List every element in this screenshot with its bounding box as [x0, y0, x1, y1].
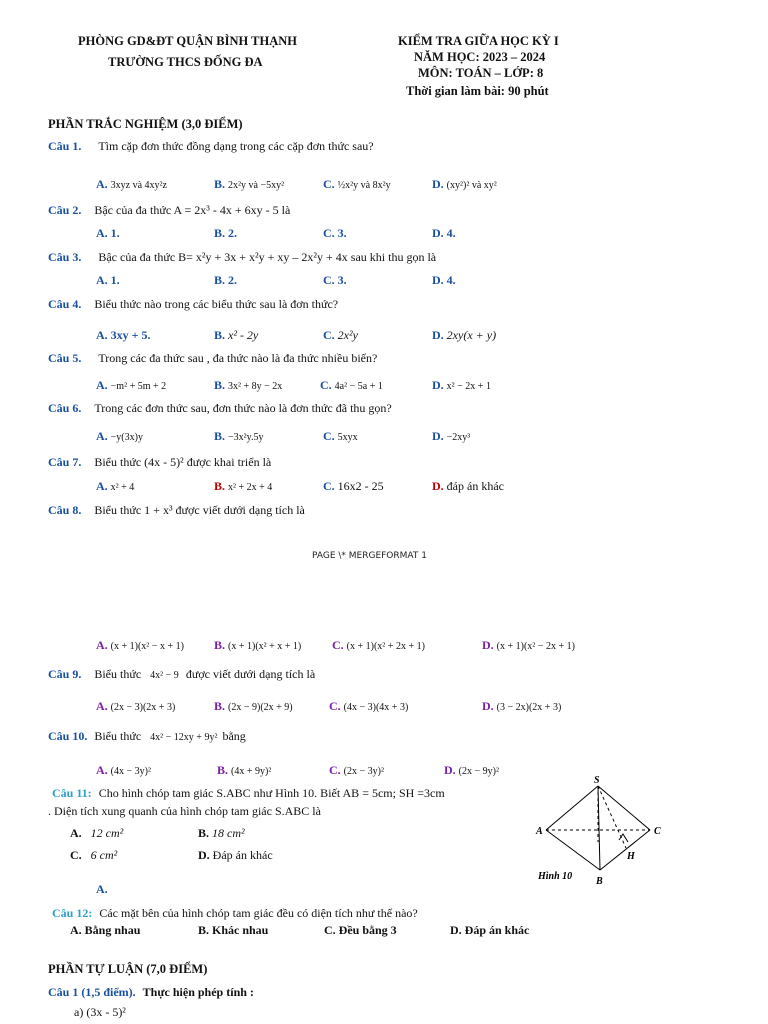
question-10 [48, 729, 246, 744]
option-d[interactable]: D. Đáp án khác [450, 923, 530, 937]
question-label: Câu 7. [48, 455, 82, 469]
question-text: Biểu thức nào trong các biểu thức sau là đơn thức? [94, 297, 339, 311]
question-text: Trong các đa thức sau , đa thức nào là đa thức nhiều biến? [98, 351, 378, 365]
question-text: Tìm cặp đơn thức đồng dạng trong các cặp đơn thức sau? [98, 139, 374, 153]
question-text: Các mặt bên của hình chóp tam giác đều có diện tích như thế nào? [99, 906, 418, 920]
question-6 [48, 401, 392, 416]
option-d-value: x² − 2x + 1 [446, 381, 491, 392]
option-c-value: 6 cm² [90, 848, 118, 862]
figure-caption: Hình 10 [538, 871, 573, 882]
option-d-value: (x + 1)(x² − 2x + 1) [496, 641, 575, 652]
option-b[interactable]: B. 2. [214, 226, 238, 240]
option-d-value: (2x − 9y)² [458, 766, 499, 777]
option-c-label[interactable]: C. [332, 638, 344, 652]
subject: MÔN: TOÁN – LỚP: 8 [418, 66, 544, 80]
question-label: Câu 3. [48, 250, 82, 264]
question-label: Câu 12: [52, 906, 93, 920]
option-a[interactable]: A. Bằng nhau [70, 923, 141, 937]
question-12 [52, 906, 418, 921]
question-text-pre: Biểu thức [94, 729, 142, 743]
option-c-value: 16x2 - 25 [337, 479, 384, 493]
option-d-label[interactable]: D. [482, 699, 494, 713]
q12-options [0, 923, 768, 941]
option-c-label[interactable]: C. [323, 328, 335, 342]
question-label: Câu 10. [48, 729, 88, 743]
option-a-value: 12 cm² [90, 826, 124, 840]
option-c-label[interactable]: C. [320, 378, 332, 392]
exam-title: KIỂM TRA GIỮA HỌC KỲ I [398, 34, 559, 48]
q8-options [0, 638, 768, 656]
question-11 [52, 786, 445, 801]
option-a-label[interactable]: A. [96, 177, 108, 191]
section-multiple-choice-title: PHẦN TRẮC NGHIỆM (3,0 ĐIỂM) [48, 117, 243, 131]
question-text-pre: Biểu thức [94, 667, 142, 681]
vertex-s-label: S [594, 775, 600, 786]
option-b-value: x² + 2x + 4 [228, 482, 273, 493]
option-d-label[interactable]: D. [432, 177, 444, 191]
question-text-post: bằng [222, 729, 246, 743]
option-b-label[interactable]: B. [198, 826, 210, 840]
option-c[interactable]: C. 3. [323, 273, 347, 287]
option-c-value: ½x²y và 8x²y [337, 180, 391, 191]
option-c-label[interactable]: C. [329, 699, 341, 713]
question-expr: 4x² − 12xy + 9y² [150, 732, 218, 743]
option-a[interactable]: A. 3xy + 5. [96, 328, 151, 342]
q1-options [0, 177, 768, 195]
option-b-value: 2x²y và −5xy² [228, 180, 285, 191]
section-essay-title: PHẦN TỰ LUẬN (7,0 ĐIỂM) [48, 962, 208, 976]
question-text: Bậc của đa thức B= x²y + 3x + x²y + xy – 2x²y + 4x sau khi thu gọn là [98, 250, 437, 264]
time-limit: Thời gian làm bài: 90 phút [406, 84, 549, 98]
q4-options [0, 328, 768, 346]
option-d-value: 2xy(x + y) [446, 328, 497, 342]
school-name: TRƯỜNG THCS ĐỐNG ĐA [108, 55, 263, 69]
option-a[interactable]: A. 1. [96, 273, 120, 287]
question-label: Câu 8. [48, 503, 82, 517]
q11-options-row-1 [0, 826, 540, 844]
question-text: Bậc của đa thức A = 2x³ - 4x + 6xy - 5 là [94, 203, 291, 217]
q5-options [0, 378, 768, 396]
question-text-1: Cho hình chóp tam giác S.ABC như Hình 10. Biết AB = 5cm; SH =3cm [98, 786, 445, 800]
option-a-label[interactable]: A. [96, 763, 108, 777]
vertex-b-label: B [596, 876, 603, 887]
q6-options [0, 429, 768, 447]
question-text-post: được viết dưới dạng tích là [185, 667, 316, 681]
option-b-value: x² - 2y [228, 328, 259, 342]
option-c[interactable]: C. Đều bằng 3 [324, 923, 397, 937]
option-a-value: (4x − 3y)² [110, 766, 151, 777]
option-a-label[interactable]: A. [96, 429, 108, 443]
q7-options [0, 479, 768, 497]
question-9 [48, 667, 315, 682]
vertex-c-label: C [654, 826, 661, 837]
question-label: Câu 4. [48, 297, 82, 311]
question-expr: 4x² − 9 [150, 670, 179, 681]
option-d-value: (3 − 2x)(2x + 3) [496, 702, 562, 713]
option-c-value: 5xyx [337, 432, 358, 443]
option-d[interactable]: D. 4. [432, 273, 456, 287]
option-b-value: −3x²y.5y [228, 432, 264, 443]
q3-options [0, 273, 768, 291]
essay-question-1a: a) (3x - 5)² [74, 1005, 126, 1019]
page-field-code: PAGE \* MERGEFORMAT 1 [312, 551, 427, 561]
option-a-value: 3xyz và 4xy²z [110, 180, 167, 191]
question-label: Câu 5. [48, 351, 82, 365]
option-d-label[interactable]: D. [432, 479, 444, 493]
option-c-label[interactable]: C. [323, 429, 335, 443]
option-d-value: −2xy³ [446, 432, 471, 443]
option-c-label[interactable]: C. [70, 848, 82, 862]
point-h-label: H [627, 851, 635, 862]
option-b-label[interactable]: B. [217, 763, 229, 777]
option-b-value: 18 cm² [212, 826, 245, 840]
question-label: Câu 2. [48, 203, 82, 217]
option-b-value: (4x + 9y)² [231, 766, 272, 777]
essay-question-label: Câu 1 (1,5 điểm). [48, 985, 136, 999]
question-2 [48, 203, 290, 218]
option-c-value: (4x − 3)(4x + 3) [343, 702, 409, 713]
option-d-label[interactable]: D. [432, 328, 444, 342]
option-a-value: (x + 1)(x² − x + 1) [110, 641, 184, 652]
question-1 [48, 139, 374, 154]
option-a-label[interactable]: A. [96, 378, 108, 392]
option-d-value: Đáp án khác [212, 848, 273, 862]
question-text: Trong các đơn thức sau, đơn thức nào là đơn thức đã thu gọn? [94, 401, 392, 415]
option-c[interactable]: C. 3. [323, 226, 347, 240]
q11-answer: A. [96, 882, 108, 896]
option-b-label[interactable]: B. [214, 429, 226, 443]
question-label: Câu 1. [48, 139, 82, 153]
option-a-label[interactable]: A. [96, 638, 108, 652]
option-c-value: (2x − 3y)² [343, 766, 384, 777]
option-c-label[interactable]: C. [323, 479, 335, 493]
option-b[interactable]: B. Khác nhau [198, 923, 269, 937]
option-a-label[interactable]: A. [96, 699, 108, 713]
option-b-label[interactable]: B. [214, 378, 226, 392]
option-c-value: (x + 1)(x² + 2x + 1) [346, 641, 425, 652]
option-a-value: x² + 4 [110, 482, 135, 493]
dept-name: PHÒNG GD&ĐT QUẬN BÌNH THẠNH [78, 34, 298, 48]
school-year: NĂM HỌC: 2023 – 2024 [414, 50, 546, 64]
question-label: Câu 6. [48, 401, 82, 415]
option-a-value: (2x − 3)(2x + 3) [110, 702, 176, 713]
option-b-label[interactable]: B. [214, 699, 226, 713]
option-b-value: 3x² + 8y − 2x [228, 381, 283, 392]
vertex-a-label: A [536, 826, 543, 837]
option-d[interactable]: D. 4. [432, 226, 456, 240]
q2-options [0, 226, 768, 244]
question-8 [48, 503, 305, 518]
option-d-label[interactable]: D. [482, 638, 494, 652]
option-c-value: 4a² − 5a + 1 [334, 381, 383, 392]
option-b-value: (x + 1)(x² + x + 1) [228, 641, 302, 652]
option-b-value: (2x − 9)(2x + 9) [228, 702, 293, 713]
question-5 [48, 351, 377, 366]
option-d-value: đáp án khác [446, 479, 504, 493]
question-4 [48, 297, 338, 312]
option-d-label[interactable]: D. [432, 378, 444, 392]
option-b-label[interactable]: B. [214, 479, 226, 493]
question-11-text-2: . Diện tích xung quanh của hình chóp tam giác S.ABC là [48, 804, 321, 818]
option-d-label[interactable]: D. [198, 848, 210, 862]
essay-question-1 [48, 985, 254, 1000]
question-7 [48, 455, 271, 470]
option-a-value: −m² + 5m + 2 [110, 381, 167, 392]
option-a-label[interactable]: A. [70, 826, 82, 840]
question-3 [48, 250, 436, 265]
option-d-label[interactable]: D. [432, 429, 444, 443]
option-c-label[interactable]: C. [329, 763, 341, 777]
option-b-label[interactable]: B. [214, 177, 226, 191]
question-label: Câu 11: [52, 786, 92, 800]
pyramid-figure [526, 772, 676, 890]
option-a[interactable]: A. 1. [96, 226, 120, 240]
q11-options-row-2 [0, 848, 540, 866]
option-c-label[interactable]: C. [323, 177, 335, 191]
option-d-label[interactable]: D. [444, 763, 456, 777]
option-a-value: −y(3x)y [110, 432, 143, 443]
question-text: Biểu thức 1 + x³ được viết dưới dạng tích là [94, 503, 305, 517]
option-b-label[interactable]: B. [214, 328, 226, 342]
option-c-value: 2x²y [337, 328, 358, 342]
q9-options [0, 699, 768, 717]
option-b[interactable]: B. 2. [214, 273, 238, 287]
option-b-label[interactable]: B. [214, 638, 226, 652]
option-a-label[interactable]: A. [96, 479, 108, 493]
option-d-value: (xy²)² và xy² [446, 180, 497, 191]
question-text: Biểu thức (4x - 5)² được khai triển là [94, 455, 272, 469]
question-label: Câu 9. [48, 667, 82, 681]
essay-question-text: Thực hiện phép tính : [142, 985, 254, 999]
